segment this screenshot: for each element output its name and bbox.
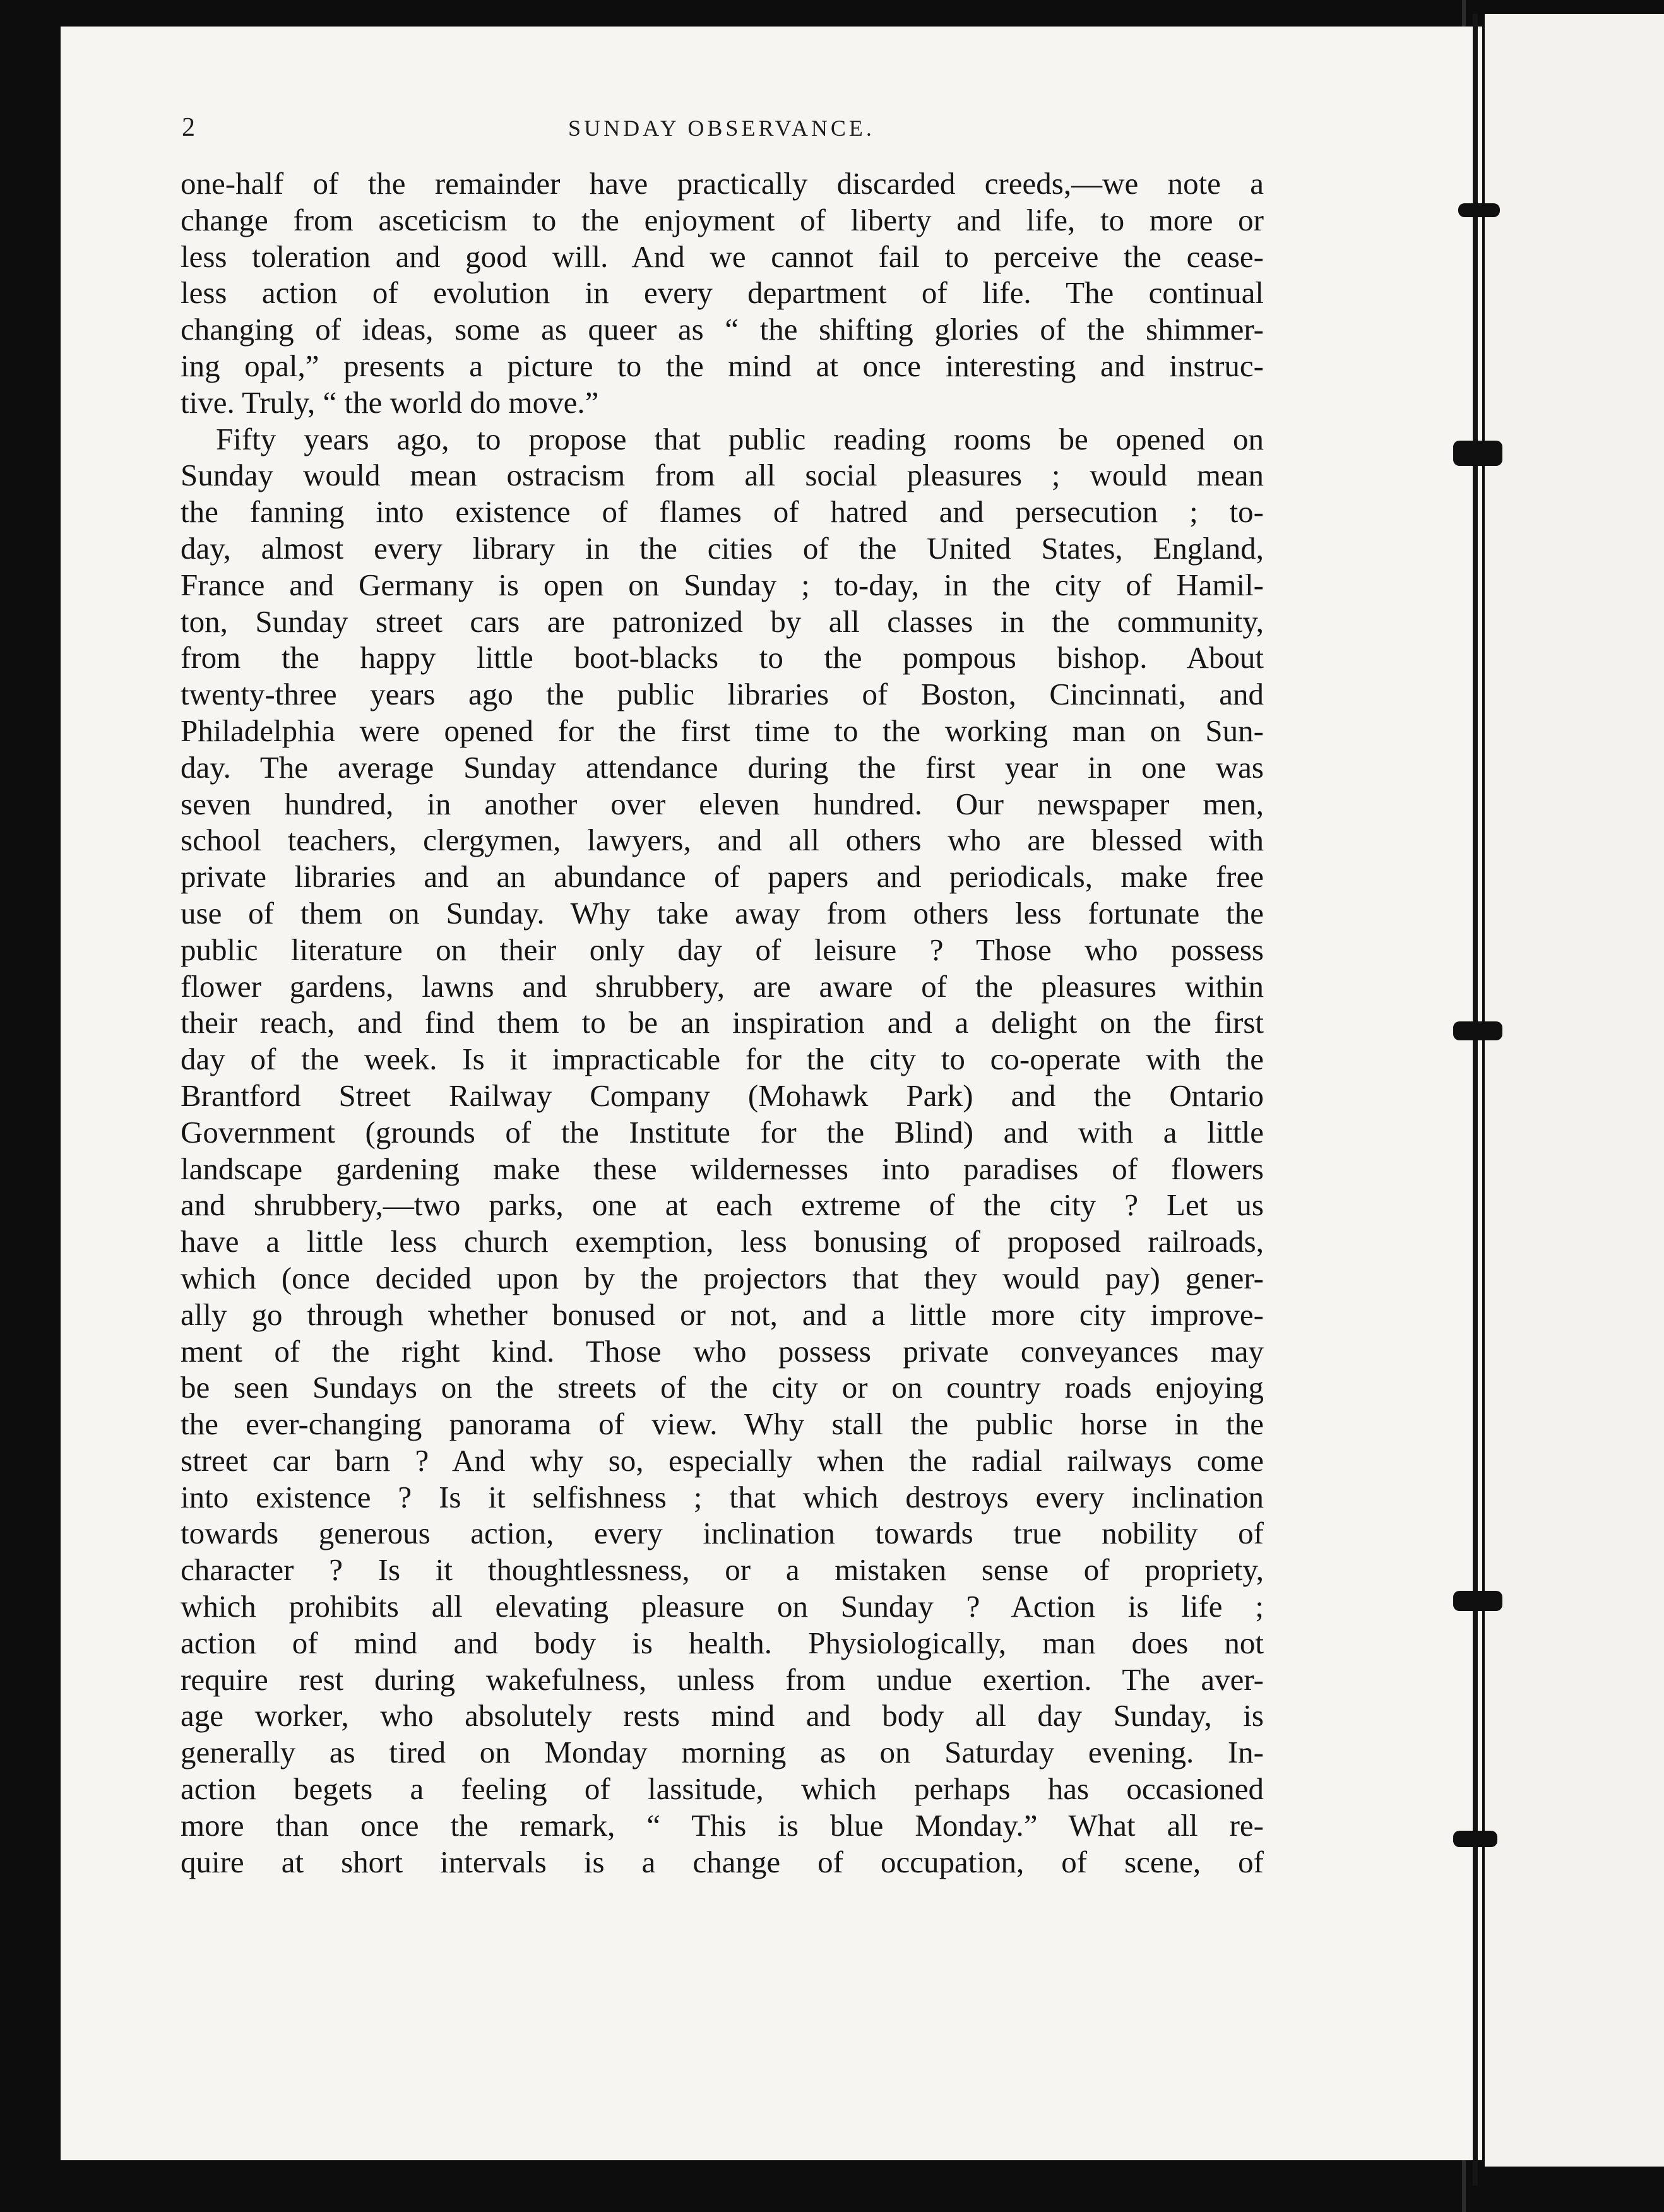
text-line: changing of ideas, some as queer as “ the shifting glories of the shimmer- [181, 312, 1264, 347]
text-line: Philadelphia were opened for the first time to the working man on Sun- [181, 713, 1264, 748]
text-line: the ever-changing panorama of view. Why stall the public horse in the [181, 1406, 1264, 1442]
body-text [181, 165, 1264, 1880]
text-line: which (once decided upon by the projectors that they would pay) gener- [181, 1260, 1264, 1295]
text-line: be seen Sundays on the streets of the city or on country roads enjoying [181, 1370, 1264, 1405]
binding-stitch [1458, 203, 1500, 217]
text-line: action begets a feeling of lassitude, which perhaps has occasioned [181, 1771, 1264, 1807]
running-head [182, 112, 1261, 150]
text-line: day of the week. Is it impracticable for the city to co-operate with the [181, 1042, 1264, 1077]
text-line: their reach, and find them to be an inspiration and a delight on the first [181, 1005, 1264, 1040]
text-line: Fifty years ago, to propose that public reading rooms be opened on [216, 421, 1264, 456]
text-line: flower gardens, lawns and shrubbery, are aware of the pleasures within [181, 968, 1264, 1004]
text-line: ton, Sunday street cars are patronized by all classes in the community, [181, 604, 1264, 639]
text-line: less toleration and good will. And we cannot fail to perceive the cease- [181, 239, 1264, 274]
text-line: twenty-three years ago the public libraries of Boston, Cincinnati, and [181, 677, 1264, 712]
binding-stitch [1453, 1021, 1502, 1040]
facing-page-edge [1485, 14, 1664, 2167]
text-line: into existence ? Is it selfishness ; that which destroys every inclination [181, 1479, 1264, 1514]
text-line: tive. Truly, “ the world do move.” [181, 384, 599, 420]
text-line: street car barn ? And why so, especially when the radial railways come [181, 1442, 1264, 1478]
binding-stitch [1453, 1591, 1502, 1611]
text-line: have a little less church exemption, less bonusing of proposed railroads, [181, 1224, 1264, 1259]
text-line: ally go through whether bonused or not, and a little more city improve- [181, 1297, 1264, 1332]
binding-gutter [1473, 14, 1478, 2185]
text-line: Sunday would mean ostracism from all social pleasures ; would mean [181, 458, 1264, 493]
text-line: age worker, who absolutely rests mind and body all day Sunday, is [181, 1698, 1264, 1733]
text-line: seven hundred, in another over eleven hundred. Our newspaper men, [181, 786, 1264, 821]
text-line: school teachers, clergymen, lawyers, and all others who are blessed with [181, 823, 1264, 858]
text-line: which prohibits all elevating pleasure on Sunday ? Action is life ; [181, 1589, 1264, 1624]
text-line: public literature on their only day of leisure ? Those who possess [181, 932, 1264, 967]
binding-stitch [1453, 1831, 1497, 1847]
text-line: and shrubbery,—two parks, one at each extreme of the city ? Let us [181, 1187, 1264, 1223]
text-line: from the happy little boot-blacks to the pompous bishop. About [181, 640, 1264, 675]
text-line: more than once the remark, “ This is blue Monday.” What all re- [181, 1807, 1264, 1843]
running-title: SUNDAY OBSERVANCE. [568, 116, 875, 141]
text-line: the fanning into existence of flames of hatred and persecution ; to- [181, 494, 1264, 530]
page-number: 2 [182, 113, 195, 142]
text-line: ment of the right kind. Those who possess private conveyances may [181, 1333, 1264, 1369]
text-line: day, almost every library in the cities of the United States, England, [181, 530, 1264, 566]
text-line: less action of evolution in every department of life. The continual [181, 275, 1264, 311]
text-line: ing opal,” presents a picture to the mind at once interesting and instruc- [181, 348, 1264, 383]
text-line: one-half of the remainder have practically discarded creeds,—we note a [181, 166, 1264, 201]
text-line: private libraries and an abundance of papers and periodicals, make free [181, 859, 1264, 895]
text-line: landscape gardening make these wildernesses into paradises of flowers [181, 1151, 1264, 1186]
text-line: France and Germany is open on Sunday ; to-day, in the city of Hamil- [181, 567, 1264, 602]
text-line: quire at short intervals is a change of occupation, of scene, of [181, 1844, 1264, 1879]
text-line: require rest during wakefulness, unless from undue exertion. The aver- [181, 1662, 1264, 1697]
text-line: action of mind and body is health. Physiologically, man does not [181, 1625, 1264, 1660]
text-line: generally as tired on Monday morning as on Saturday evening. In- [181, 1735, 1264, 1770]
binding-stitch [1453, 441, 1502, 466]
text-line: Government (grounds of the Institute for the Blind) and with a little [181, 1114, 1264, 1150]
text-line: day. The average Sunday attendance during the first year in one was [181, 749, 1264, 785]
text-line: character ? Is it thoughtlessness, or a mistaken sense of propriety, [181, 1552, 1264, 1588]
text-line: change from asceticism to the enjoyment of liberty and life, to more or [181, 202, 1264, 237]
text-line: Brantford Street Railway Company (Mohawk Park) and the Ontario [181, 1078, 1264, 1113]
text-line: towards generous action, every inclination towards true nobility of [181, 1516, 1264, 1551]
text-line: use of them on Sunday. Why take away from others less fortunate the [181, 895, 1264, 931]
